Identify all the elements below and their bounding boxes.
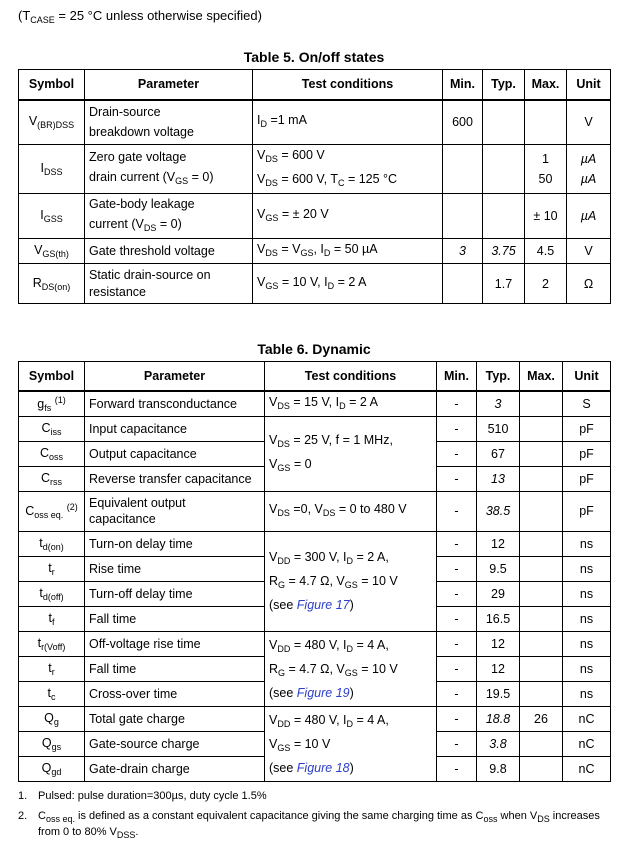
symbol-cell: $t_r$ — [19, 656, 85, 681]
parameter-cell: Equivalent output capacitance — [85, 491, 265, 531]
typ-cell: 3 — [477, 391, 520, 417]
unit-cell: S — [563, 391, 611, 417]
max-cell — [520, 681, 563, 706]
condition-cell: $I_D =1$ mA — [253, 100, 443, 145]
symbol-cell: $C_{oss eq.}$ $^{(2)}$ — [19, 491, 85, 531]
symbol-cell: $t_r$ — [19, 556, 85, 581]
min-cell: - — [437, 391, 477, 417]
table-row — [19, 145, 611, 194]
unit-cell: V — [567, 239, 611, 264]
typ-cell: 19.5 — [477, 681, 520, 706]
parameter-cell: Cross-over time — [85, 681, 265, 706]
symbol-cell: $t_c$ — [19, 681, 85, 706]
col-test-conditions: Test conditions — [253, 70, 443, 100]
max-cell — [520, 756, 563, 781]
typ-cell — [483, 194, 525, 239]
max-cell — [520, 416, 563, 441]
typ-cell: 18.8 — [477, 706, 520, 731]
min-cell: - — [437, 416, 477, 441]
condition-cell: $V_{DD} = 480$ V, $I_D = 4$ A, $V_{GS} = 10$ V (see Figure 18) — [265, 706, 437, 781]
parameter-cell: Fall time — [85, 656, 265, 681]
parameter-cell: Input capacitance — [85, 416, 265, 441]
typ-cell: 67 — [477, 441, 520, 466]
unit-cell: ns — [563, 531, 611, 556]
typ-cell — [483, 145, 525, 194]
typ-cell: 9.5 — [477, 556, 520, 581]
parameter-cell: Reverse transfer capacitance — [85, 466, 265, 491]
figure-17-link[interactable]: Figure 17 — [296, 598, 350, 612]
max-cell: 1 50 — [525, 145, 567, 194]
typ-cell: 12 — [477, 656, 520, 681]
unit-cell: pF — [563, 491, 611, 531]
col-typ: Typ. — [483, 70, 525, 100]
typ-cell: 3.8 — [477, 731, 520, 756]
max-cell: 4.5 — [525, 239, 567, 264]
condition-cell: $V_{DD} = 300$ V, $I_D = 2$ A, $R_G = 4.7$ Ω, $V_{GS} = 10$ V (see Figure 17) — [265, 531, 437, 631]
max-cell — [520, 441, 563, 466]
col-symbol: Symbol — [19, 70, 85, 100]
min-cell: - — [437, 631, 477, 656]
unit-cell: nC — [563, 756, 611, 781]
table-row — [19, 391, 611, 417]
max-cell — [520, 491, 563, 531]
unit-cell: ns — [563, 581, 611, 606]
unit-cell: nC — [563, 731, 611, 756]
parameter-cell: Gate-drain charge — [85, 756, 265, 781]
min-cell: - — [437, 531, 477, 556]
max-cell — [520, 731, 563, 756]
table-row — [19, 239, 611, 264]
unit-cell: Ω — [567, 264, 611, 304]
min-cell: - — [437, 466, 477, 491]
condition-cell: $V_{GS}$ = ± 20 V — [253, 194, 443, 239]
table6-title: Table 6. Dynamic — [257, 341, 371, 357]
table6-dynamic — [18, 361, 611, 782]
table-row — [19, 416, 611, 441]
col-unit: Unit — [563, 362, 611, 391]
col-min: Min. — [443, 70, 483, 100]
parameter-cell: Fall time — [85, 606, 265, 631]
symbol-cell: $t_f$ — [19, 606, 85, 631]
col-max: Max. — [520, 362, 563, 391]
table5-title: Table 5. On/off states — [243, 49, 385, 65]
col-unit: Unit — [567, 70, 611, 100]
typ-cell: 12 — [477, 531, 520, 556]
typ-cell: 16.5 — [477, 606, 520, 631]
table-row — [19, 706, 611, 731]
parameter-cell: Drain-source breakdown voltage — [85, 100, 253, 145]
min-cell — [443, 194, 483, 239]
min-cell — [443, 264, 483, 304]
max-cell — [520, 466, 563, 491]
symbol-cell: $C_{iss}$ — [19, 416, 85, 441]
symbol-cell: $V_{(BR)DSS}$ — [19, 100, 85, 145]
parameter-cell: Rise time — [85, 556, 265, 581]
max-cell — [520, 391, 563, 417]
condition-cell: $V_{DS} = 15$ V, $I_D = 2$ A — [265, 391, 437, 417]
min-cell: - — [437, 491, 477, 531]
min-cell: 3 — [443, 239, 483, 264]
parameter-cell: Static drain-source on resistance — [85, 264, 253, 304]
parameter-cell: Turn-off delay time — [85, 581, 265, 606]
unit-cell: ns — [563, 681, 611, 706]
min-cell: - — [437, 556, 477, 581]
unit-cell: ns — [563, 631, 611, 656]
condition-cell: $V_{GS} = 10$ V, $I_D = 2$ A — [253, 264, 443, 304]
figure-18-link[interactable]: Figure 18 — [296, 760, 350, 775]
symbol-cell: $C_{oss}$ — [19, 441, 85, 466]
min-cell: - — [437, 441, 477, 466]
max-cell — [520, 606, 563, 631]
col-parameter: Parameter — [85, 362, 265, 391]
table-row — [19, 631, 611, 656]
symbol-cell: $g_{fs}$ $^{(1)}$ — [19, 391, 85, 417]
max-cell — [520, 581, 563, 606]
typ-cell: 9.8 — [477, 756, 520, 781]
typ-cell: 12 — [477, 631, 520, 656]
symbol-cell: $C_{rss}$ — [19, 466, 85, 491]
col-min: Min. — [437, 362, 477, 391]
condition-cell: $V_{DS} = V_{GS}$, $I_D = 50$ µA — [253, 239, 443, 264]
unit-cell: pF — [563, 441, 611, 466]
min-cell: - — [437, 681, 477, 706]
table-row — [19, 194, 611, 239]
parameter-cell: Turn-on delay time — [85, 531, 265, 556]
symbol-cell: $V_{GS(th)}$ — [19, 239, 85, 264]
col-max: Max. — [525, 70, 567, 100]
unit-cell: nC — [563, 706, 611, 731]
max-cell — [520, 631, 563, 656]
symbol-cell: $t_{d(on)}$ — [19, 531, 85, 556]
figure-19-link[interactable]: Figure 19 — [296, 685, 350, 700]
unit-cell: pF — [563, 416, 611, 441]
typ-cell: 38.5 — [477, 491, 520, 531]
condition-cell: $V_{DS} = 25$ V, f = 1 MHz, $V_{GS} = 0$ — [265, 416, 437, 491]
unit-cell: pF — [563, 466, 611, 491]
parameter-cell: Total gate charge — [85, 706, 265, 731]
col-parameter: Parameter — [85, 70, 253, 100]
typ-cell: 13 — [477, 466, 520, 491]
col-test-conditions: Test conditions — [265, 362, 437, 391]
min-cell — [443, 145, 483, 194]
typ-cell — [483, 100, 525, 145]
typ-cell: 510 — [477, 416, 520, 441]
min-cell: - — [437, 706, 477, 731]
parameter-cell: Zero gate voltage drain current $(V_{GS} = 0)$ — [85, 145, 253, 194]
parameter-cell: Forward transconductance — [85, 391, 265, 417]
max-cell — [520, 656, 563, 681]
max-cell: 2 — [525, 264, 567, 304]
min-cell: - — [437, 581, 477, 606]
unit-cell: V — [567, 100, 611, 145]
min-cell: 600 — [443, 100, 483, 145]
parameter-cell: Output capacitance — [85, 441, 265, 466]
symbol-cell: $Q_{gd}$ — [19, 756, 85, 781]
condition-cell: $V_{DS} =0$, $V_{DS} = 0$ to 480 V — [265, 491, 437, 531]
test-condition-note: ($T_{CASE} = 25$ °C unless otherwise specified) — [18, 8, 262, 25]
table5-on-off-states — [18, 69, 611, 304]
min-cell: - — [437, 606, 477, 631]
table-row — [19, 491, 611, 531]
unit-cell: ns — [563, 556, 611, 581]
min-cell: - — [437, 756, 477, 781]
parameter-cell: Off-voltage rise time — [85, 631, 265, 656]
symbol-cell: $Q_{gs}$ — [19, 731, 85, 756]
symbol-cell: $I_{GSS}$ — [19, 194, 85, 239]
symbol-cell: $t_{r(Voff)}$ — [19, 631, 85, 656]
typ-cell: 3.75 — [483, 239, 525, 264]
table-row — [19, 531, 611, 556]
max-cell — [525, 100, 567, 145]
symbol-cell: $R_{DS(on)}$ — [19, 264, 85, 304]
table-row — [19, 264, 611, 304]
unit-cell: ns — [563, 606, 611, 631]
condition-cell: $V_{DD} = 480$ V, $I_D = 4$ A, $R_G = 4.7$ Ω, $V_{GS} = 10$ V (see Figure 19) — [265, 631, 437, 706]
max-cell: 26 — [520, 706, 563, 731]
max-cell — [520, 556, 563, 581]
typ-cell: 29 — [477, 581, 520, 606]
parameter-cell: Gate threshold voltage — [85, 239, 253, 264]
parameter-cell: Gate-body leakage current $(V_{DS} = 0)$ — [85, 194, 253, 239]
col-symbol: Symbol — [19, 362, 85, 391]
table-row — [19, 100, 611, 145]
min-cell: - — [437, 656, 477, 681]
symbol-cell: $Q_g$ — [19, 706, 85, 731]
typ-cell: 1.7 — [483, 264, 525, 304]
condition-cell: $V_{DS} = 600$ V $V_{DS} = 600$ V, $T_C = 125$ °C — [253, 145, 443, 194]
max-cell — [520, 531, 563, 556]
parameter-cell: Gate-source charge — [85, 731, 265, 756]
symbol-cell: $t_{d(off)}$ — [19, 581, 85, 606]
max-cell: ± 10 — [525, 194, 567, 239]
min-cell: - — [437, 731, 477, 756]
col-typ: Typ. — [477, 362, 520, 391]
unit-cell: µA µA — [567, 145, 611, 194]
unit-cell: µA — [567, 194, 611, 239]
unit-cell: ns — [563, 656, 611, 681]
symbol-cell: $I_{DSS}$ — [19, 145, 85, 194]
